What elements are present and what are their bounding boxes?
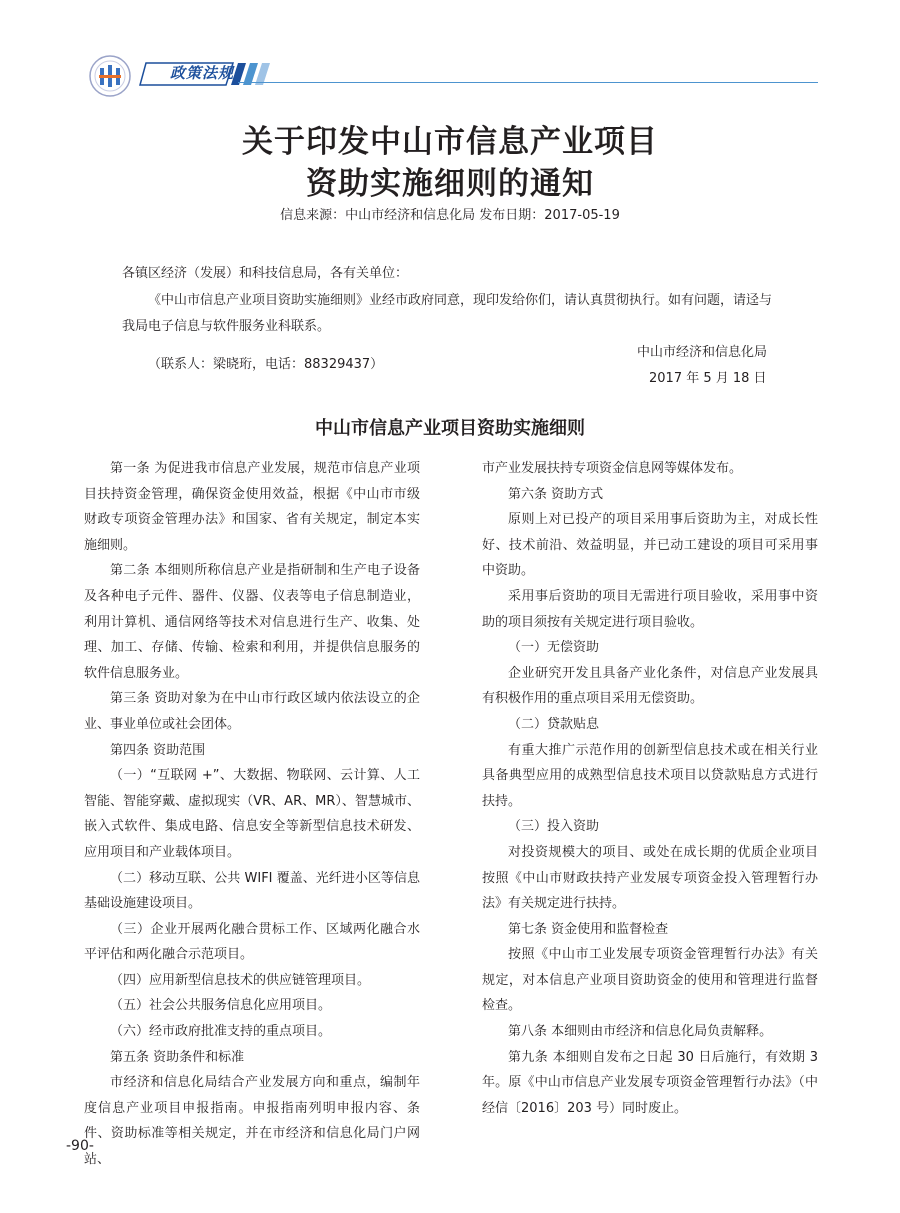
paragraph: 按照《中山市工业发展专项资金管理暂行办法》有关规定，对本信息产业项目资助资金的使用和管理进行监督检查。 — [482, 947, 818, 1014]
paragraph: 企业研究开发且具备产业化条件，对信息产业发展具有积极作用的重点项目采用无偿资助。 — [482, 665, 818, 707]
notice-body-line-2: 我局电子信息与软件服务业科联系。 — [122, 319, 331, 334]
paragraph: 第六条 资助方式 — [508, 486, 604, 502]
rules-heading: 中山市信息产业项目资助实施细则 — [315, 418, 585, 439]
right-column — [482, 456, 818, 1121]
issue-date: 2017 年 5 月 18 日 — [649, 371, 767, 386]
notice-body-line-1: 《中山市信息产业项目资助实施细则》业经市政府同意，现印发给你们，请认真贯彻执行。如有问题，请迳与 — [148, 293, 773, 308]
section-label: 政策法规 — [170, 64, 235, 82]
paragraph: 第八条 本细则由市经济和信息化局负责解释。 — [508, 1024, 773, 1040]
contact-info: （联系人：梁晓珩，电话：88329437） — [148, 357, 384, 372]
issuer: 中山市经济和信息化局 — [637, 345, 768, 360]
page-number: -90- — [66, 1138, 94, 1154]
paragraph: 市经济和信息化局结合产业发展方向和重点，编制年度信息产业项目申报指南。申报指南列明申报内容、条件、资助标准等相关规定，并在市经济和信息化局门户网站、 — [84, 1075, 420, 1168]
header-rule — [238, 82, 818, 83]
paragraph: （一）无偿资助 — [508, 640, 600, 656]
paragraph: 市产业发展扶持专项资金信息网等媒体发布。 — [482, 461, 743, 476]
paragraph: 第九条 本细则自发布之日起 30 日后施行，有效期 3 年。原《中山市信息产业发展专项资金管理暂行办法》（中经信〔2016〕203 号）同时废止。 — [482, 1049, 818, 1116]
paragraph: （三）企业开展两化融合贯标工作、区域两化融合水平评估和两化融合示范项目。 — [84, 921, 420, 963]
paragraph: （五）社会公共服务信息化应用项目。 — [110, 998, 332, 1014]
paragraph: 采用事后资助的项目无需进行项目验收，采用事中资助的项目须按有关规定进行项目验收。 — [482, 588, 818, 630]
paragraph: 第三条 资助对象为在中山市行政区域内依法设立的企业、事业单位或社会团体。 — [84, 691, 420, 732]
paragraph: 有重大推广示范作用的创新型信息技术或在相关行业具备典型应用的成熟型信息技术项目以贷款贴息方式进行扶持。 — [482, 742, 818, 809]
page-header — [88, 52, 818, 102]
paragraph: （二）贷款贴息 — [508, 716, 600, 732]
salutation: 各镇区经济（发展）和科技信息局，各有关单位： — [122, 266, 409, 281]
article-title-line-2: 资助实施细则的通知 — [306, 166, 594, 202]
paragraph: 第二条 本细则所称信息产业是指研制和生产电子设备及各种电子元件、器件、仪器、仪表等电子信息制造业，利用计算机、通信网络等技术对信息进行生产、收集、处理、加工、存储、传输、检索和利用，并提供信息服务的软件信息服务业。 — [84, 563, 420, 681]
paragraph: 第五条 资助条件和标准 — [110, 1049, 245, 1065]
paragraph: （六）经市政府批准支持的重点项目。 — [110, 1024, 332, 1040]
paragraph: 第四条 资助范围 — [110, 742, 206, 758]
paragraph: 对投资规模大的项目、或处在成长期的优质企业项目按照《中山市财政扶持产业发展专项资金投入管理暂行办法》有关规定进行扶持。 — [482, 844, 818, 912]
article-title-line-1: 关于印发中山市信息产业项目 — [242, 124, 658, 160]
logo-icon — [88, 54, 132, 98]
paragraph: （四）应用新型信息技术的供应链管理项目。 — [110, 972, 371, 988]
paragraph: 原则上对已投产的项目采用事后资助为主，对成长性好、技术前沿、效益明显，并已动工建设的项目可采用事中资助。 — [482, 512, 818, 579]
paragraph: （三）投入资助 — [508, 819, 600, 835]
paragraph: （一）“互联网 +”、大数据、物联网、云计算、人工智能、智能穿戴、虚拟现实（VR、AR、MR）、智慧城市、嵌入式软件、集成电路、信息安全等新型信息技术研发、应用项目和产业载体项目。 — [84, 768, 420, 860]
source-line: 信息来源：中山市经济和信息化局 发布日期：2017-05-19 — [280, 208, 620, 223]
paragraph: （二）移动互联、公共 WIFI 覆盖、光纤进小区等信息基础设施建设项目。 — [84, 870, 420, 912]
paragraph: 第七条 资金使用和监督检查 — [508, 921, 669, 937]
left-column — [84, 456, 420, 1173]
paragraph: 第一条 为促进我市信息产业发展，规范市信息产业项目扶持资金管理，确保资金使用效益，根据《中山市市级财政专项资金管理办法》和国家、省有关规定，制定本实施细则。 — [84, 461, 420, 553]
